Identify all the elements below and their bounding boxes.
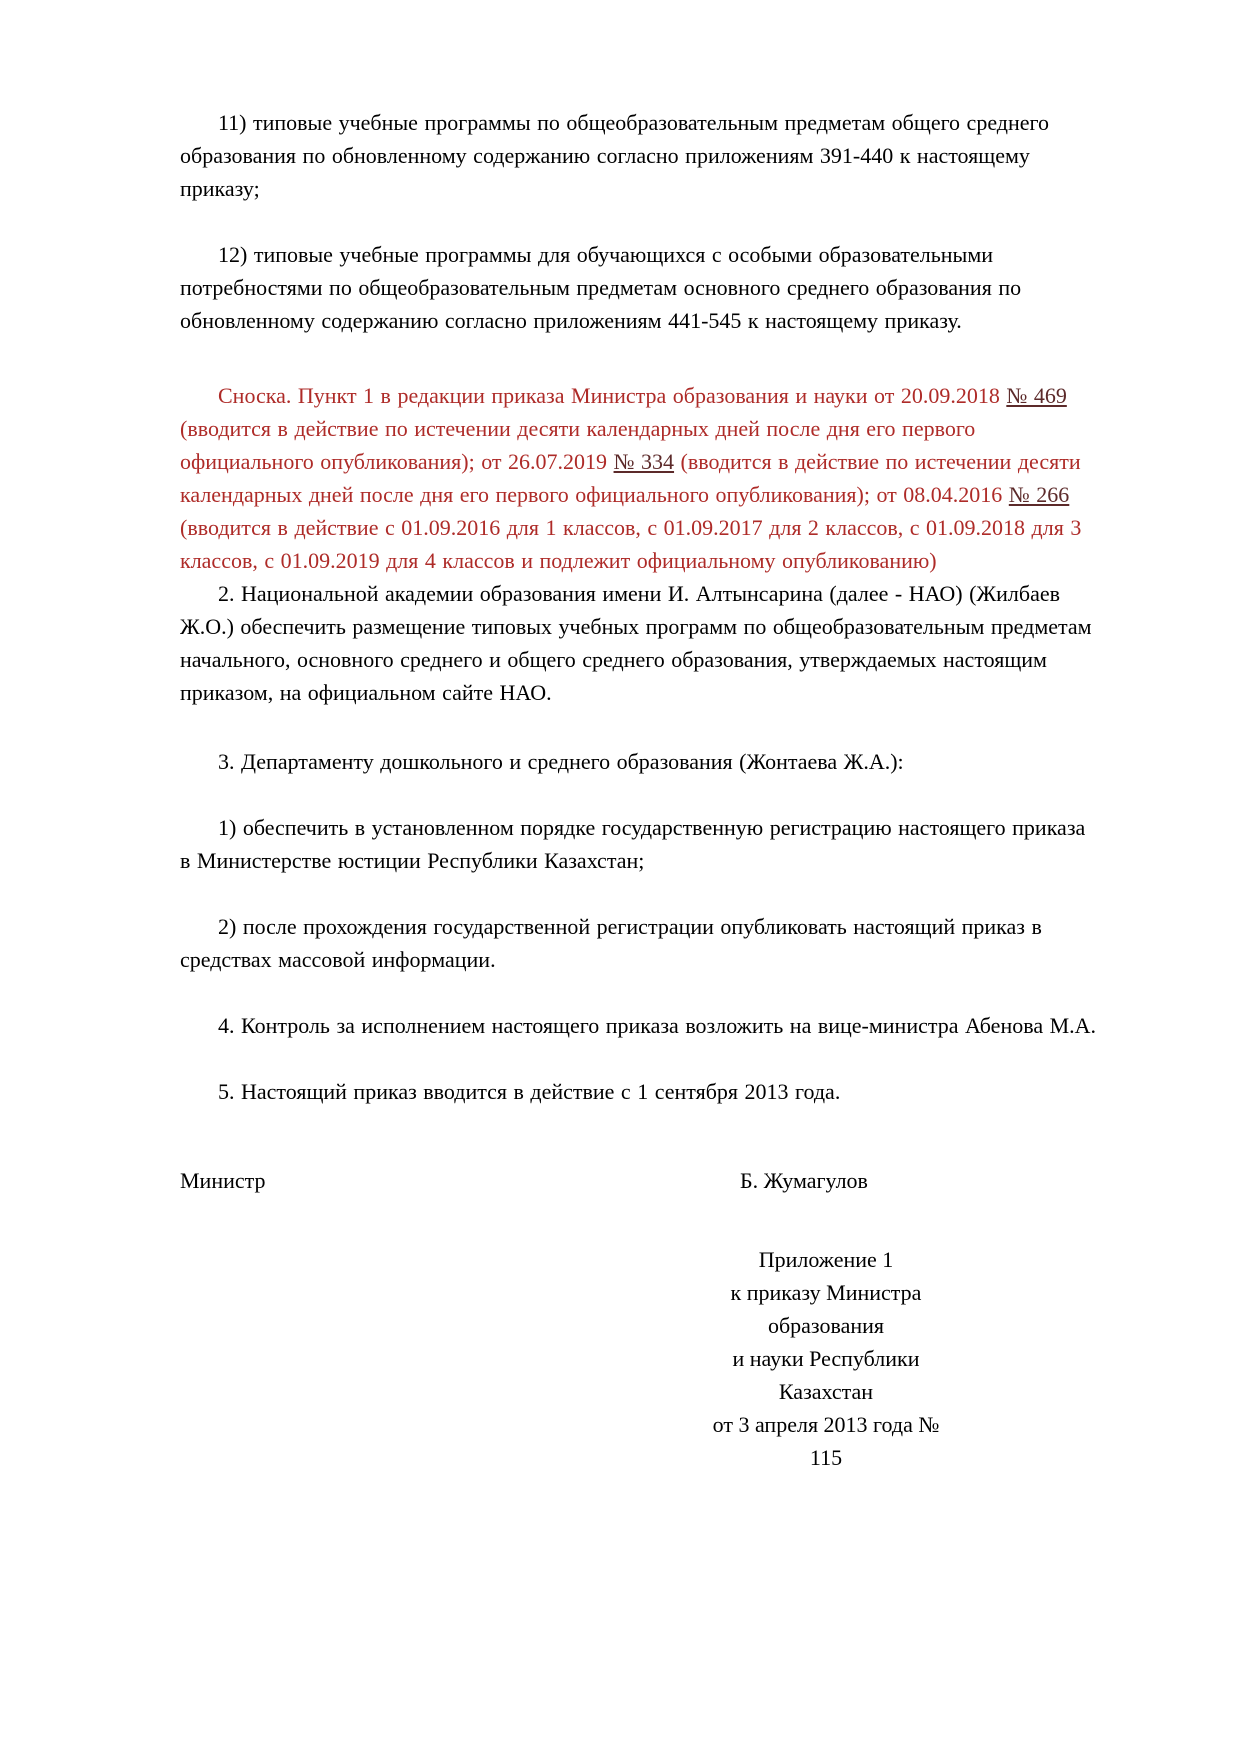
signature-title: Министр <box>180 1168 266 1193</box>
footnote-order-link[interactable]: № 334 <box>613 449 675 474</box>
paragraph-item-12: 12) типовые учебные программы для обучающихся с особыми образовательными потребностями по общеобразовательным предметам основного среднего образования по обновленному содержанию согласно приложениям 441-545 к настоящему приказу. <box>180 242 1022 333</box>
appendix-line: образования <box>767 1313 885 1338</box>
appendix-line: 115 <box>809 1445 843 1470</box>
footnote-text-segment: (вводится в действие по истечении десяти календарных дней после дня его первого официального опубликования); от 26.07.2019 <box>180 416 976 474</box>
appendix-line: Приложение 1 <box>758 1247 894 1272</box>
appendix-block <box>646 1243 1006 1474</box>
paragraph-point-3-sub-2: 2) после прохождения государственной регистрации опубликовать настоящий приказ в средствах массовой информации. <box>180 914 1042 972</box>
footnote-text-segment: (вводится в действие с 01.09.2016 для 1 классов, с 01.09.2017 для 2 классов, с 01.09.2018 для 3 классов, с 01.09.2019 для 4 классов и подлежит официальному опубликованию) <box>180 515 1082 573</box>
footnote-paragraph <box>180 379 1098 577</box>
appendix-line: Казахстан <box>778 1379 874 1404</box>
signature-row <box>180 1164 1098 1197</box>
footnote-order-link[interactable]: № 266 <box>1008 482 1070 507</box>
appendix-line: к приказу Министра <box>730 1280 922 1305</box>
paragraph-point-2: 2. Национальной академии образования имени И. Алтынсарина (далее - НАО) (Жилбаев Ж.О.) обеспечить размещение типовых учебных программ по общеобразовательным предметам начального, основного среднего и общего среднего образования, утверждаемых настоящим приказом, на официальном сайте НАО. <box>180 581 1092 705</box>
paragraph-point-5: 5. Настоящий приказ вводится в действие с 1 сентября 2013 года. <box>218 1079 841 1104</box>
footnote-text-segment: Сноска. Пункт 1 в редакции приказа Министра образования и науки от 20.09.2018 <box>218 383 1007 408</box>
paragraph-point-3: 3. Департаменту дошкольного и среднего образования (Жонтаева Ж.А.): <box>218 749 904 774</box>
signature-name: Б. Жумагулов <box>740 1168 868 1193</box>
footnote-text-segment: (вводится в действие по истечении десяти календарных дней после дня его первого официального опубликования); от 08.04.2016 <box>180 449 1081 507</box>
appendix-line: от 3 апреля 2013 года № <box>712 1412 940 1437</box>
paragraph-point-4: 4. Контроль за исполнением настоящего приказа возложить на вице-министра Абенова М.А. <box>218 1013 1097 1038</box>
paragraph-item-11: 11) типовые учебные программы по общеобразовательным предметам общего среднего образования по обновленному содержанию согласно приложениям 391-440 к настоящему приказу; <box>180 110 1050 201</box>
footnote-order-link[interactable]: № 469 <box>1006 383 1067 408</box>
paragraph-point-3-sub-1: 1) обеспечить в установленном порядке государственную регистрацию настоящего приказа в Министерстве юстиции Республики Казахстан; <box>180 815 1086 873</box>
appendix-line: и науки Республики <box>732 1346 920 1371</box>
